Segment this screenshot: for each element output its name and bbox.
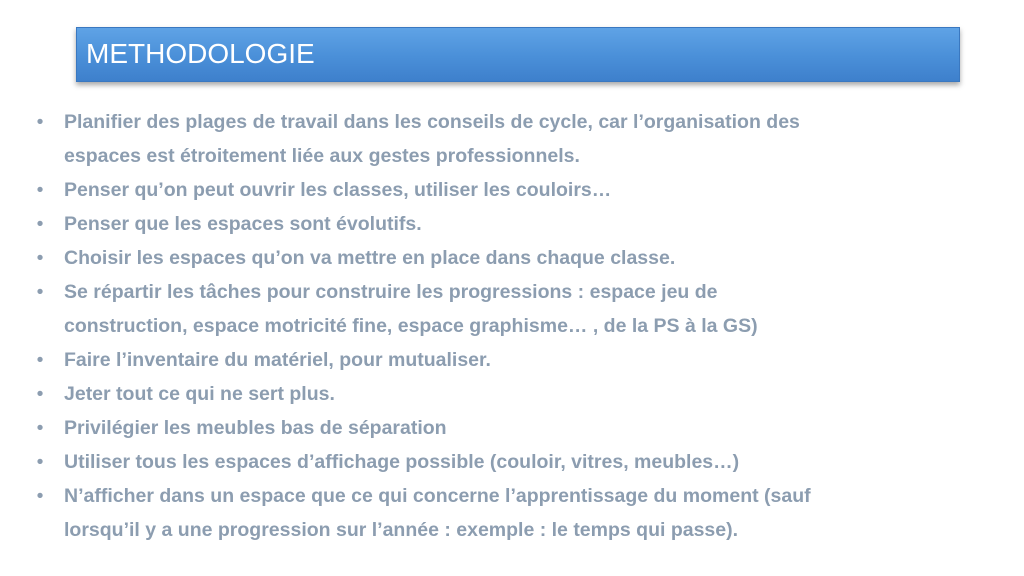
slide-title: METHODOLOGIE [86, 38, 315, 69]
title-bar [76, 27, 960, 82]
bullet-text: Utiliser tous les espaces d’affichage possible (couloir, vitres, meubles…) [64, 451, 740, 473]
list-item [30, 479, 930, 547]
bullet-icon: • [36, 349, 44, 371]
list-item [30, 343, 930, 377]
bullet-text: Privilégier les meubles bas de séparation [64, 417, 447, 439]
list-item [30, 207, 930, 241]
bullet-icon: • [36, 451, 44, 473]
bullet-text: Se répartir les tâches pour construire les progressions : espace jeu de construction, espace motricité fine, espace graphisme… , de la PS à la GS) [64, 281, 758, 337]
bullet-text: Planifier des plages de travail dans les conseils de cycle, car l’organisation des espaces est étroitement liée aux gestes professionnels. [64, 111, 800, 167]
bullet-icon: • [36, 383, 44, 405]
list-item [30, 411, 930, 445]
bullet-icon: • [36, 111, 44, 133]
bullet-text: Faire l’inventaire du matériel, pour mutualiser. [64, 349, 491, 371]
list-item [30, 377, 930, 411]
bullet-text: N’afficher dans un espace que ce qui concerne l’apprentissage du moment (sauf lorsqu’il y a une progression sur l’année : exemple : le temps qui passe). [64, 485, 811, 541]
bullet-icon: • [36, 485, 44, 507]
list-item [30, 445, 930, 479]
bullet-text: Penser que les espaces sont évolutifs. [64, 213, 422, 235]
list-item [30, 241, 930, 275]
list-item [30, 173, 930, 207]
bullet-icon: • [36, 417, 44, 439]
bullet-icon: • [36, 247, 44, 269]
list-item [30, 105, 930, 173]
bullet-icon: • [36, 281, 44, 303]
bullet-text: Jeter tout ce qui ne sert plus. [64, 383, 335, 405]
bullet-text: Choisir les espaces qu’on va mettre en place dans chaque classe. [64, 247, 676, 269]
bullet-icon: • [36, 213, 44, 235]
list-item [30, 275, 930, 343]
bullet-text: Penser qu’on peut ouvrir les classes, utiliser les couloirs… [64, 179, 612, 201]
bullet-list [30, 105, 930, 547]
bullet-icon: • [36, 179, 44, 201]
